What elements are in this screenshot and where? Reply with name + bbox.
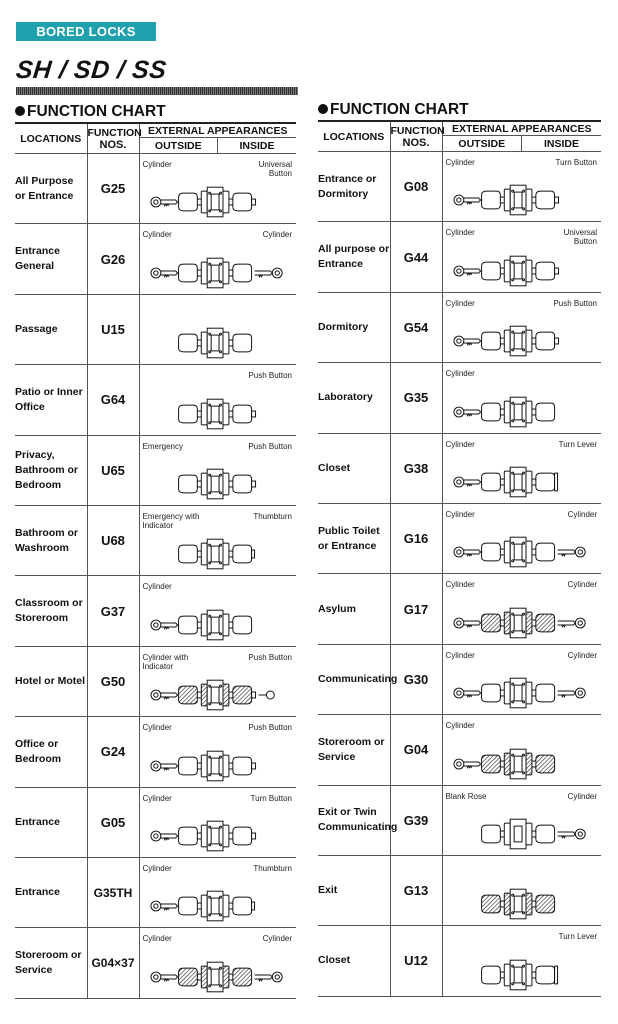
lock-diagram bbox=[148, 537, 296, 571]
lock-diagram bbox=[451, 324, 599, 358]
function-nos-header bbox=[390, 121, 445, 152]
chart-title-text: FUNCTION CHART bbox=[27, 103, 166, 120]
function-row bbox=[15, 365, 296, 435]
function-row bbox=[15, 928, 296, 998]
outside-label: Cylinder bbox=[142, 793, 172, 803]
inside-label: Cylinder bbox=[567, 650, 597, 660]
function-chart-left bbox=[15, 103, 296, 999]
outside-label: Cylinder bbox=[445, 228, 475, 238]
inside-label: Push Button bbox=[248, 723, 292, 733]
location-cell: Exit bbox=[318, 855, 390, 925]
table-bottom-rule bbox=[15, 998, 296, 999]
inside-label: Push Button bbox=[553, 298, 597, 308]
inside-label: Thumbturn bbox=[253, 511, 292, 521]
function-row bbox=[15, 154, 296, 224]
location-cell: Public Toilet or Entrance bbox=[318, 503, 390, 573]
function-row bbox=[318, 926, 601, 996]
lock-diagram bbox=[148, 960, 296, 994]
series-title: SH / SD / SS bbox=[14, 56, 169, 84]
appearance-cell bbox=[442, 363, 601, 433]
location-cell: Storeroom or Service bbox=[15, 928, 87, 998]
external-appearances-header: EXTERNAL APPEARANCES bbox=[139, 123, 296, 138]
function-number-cell: G37 bbox=[87, 576, 139, 646]
nos-header-line: NOS. bbox=[99, 138, 127, 151]
lock-diagram bbox=[148, 397, 296, 431]
inside-label: Cylinder bbox=[567, 509, 597, 519]
function-header-line: FUNCTION bbox=[390, 124, 445, 137]
appearance-cell bbox=[139, 435, 296, 505]
location-cell: Office or Bedroom bbox=[15, 717, 87, 787]
outside-label: Cylinder bbox=[445, 650, 475, 660]
function-row bbox=[15, 435, 296, 505]
function-row bbox=[15, 717, 296, 787]
function-number-cell: G25 bbox=[87, 154, 139, 224]
appearance-cell bbox=[139, 646, 296, 716]
outside-label: Cylinder bbox=[142, 863, 172, 873]
function-table bbox=[15, 122, 296, 999]
inside-label: Thumbturn bbox=[253, 863, 292, 873]
lock-diagram bbox=[148, 749, 296, 783]
appearance-cell bbox=[139, 787, 296, 857]
inside-label: Push Button bbox=[248, 441, 292, 451]
location-cell: Storeroom or Service bbox=[318, 715, 390, 785]
appearance-cell bbox=[442, 503, 601, 573]
appearance-cell bbox=[442, 574, 601, 644]
table-bottom-rule bbox=[318, 996, 601, 997]
function-number-cell: G05 bbox=[87, 787, 139, 857]
outside-label: Cylinder bbox=[445, 439, 475, 449]
lock-diagram bbox=[148, 467, 296, 501]
lock-diagram bbox=[451, 817, 599, 851]
function-row bbox=[318, 222, 601, 292]
function-row bbox=[318, 785, 601, 855]
lock-diagram bbox=[148, 819, 296, 853]
function-number-cell: G54 bbox=[390, 292, 442, 362]
outside-label: Cylinder bbox=[445, 580, 475, 590]
inside-label: Cylinder bbox=[567, 580, 597, 590]
outside-header: OUTSIDE bbox=[442, 136, 522, 152]
outside-label: Cylinder bbox=[142, 934, 172, 944]
inside-label: Turn Button bbox=[555, 158, 597, 167]
function-number-cell: G35 bbox=[390, 363, 442, 433]
lock-diagram bbox=[451, 747, 599, 781]
nos-header-line: NOS. bbox=[402, 136, 430, 149]
inside-label: Turn Lever bbox=[558, 439, 597, 449]
lock-diagram bbox=[451, 395, 599, 429]
outside-label: Cylinder bbox=[445, 369, 475, 379]
location-cell: All Purpose or Entrance bbox=[15, 154, 87, 224]
outside-header: OUTSIDE bbox=[139, 138, 218, 154]
appearance-cell bbox=[442, 292, 601, 362]
outside-label: Emergency with Indicator bbox=[142, 511, 200, 530]
outside-label: Cylinder bbox=[142, 230, 172, 240]
lock-diagram bbox=[451, 958, 599, 992]
location-cell: Communicating bbox=[318, 644, 390, 714]
appearance-cell bbox=[139, 857, 296, 927]
outside-label: Cylinder bbox=[445, 298, 475, 308]
outside-label: Cylinder bbox=[445, 509, 475, 519]
appearance-cell bbox=[139, 576, 296, 646]
location-cell: Laboratory bbox=[318, 363, 390, 433]
function-number-cell: G26 bbox=[87, 224, 139, 294]
appearance-cell bbox=[139, 224, 296, 294]
location-cell: Classroom or Storeroom bbox=[15, 576, 87, 646]
appearance-cell bbox=[139, 365, 296, 435]
lock-diagram bbox=[148, 326, 296, 360]
inside-label: Universal Button bbox=[563, 228, 597, 247]
function-number-cell: G35TH bbox=[87, 857, 139, 927]
function-number-cell: G04×37 bbox=[87, 928, 139, 998]
function-number-cell: G08 bbox=[390, 152, 442, 222]
function-row bbox=[318, 433, 601, 503]
lock-diagram bbox=[148, 889, 296, 923]
function-row bbox=[15, 505, 296, 575]
title-rule bbox=[16, 87, 298, 95]
function-number-cell: G17 bbox=[390, 574, 442, 644]
appearance-cell bbox=[139, 154, 296, 224]
inside-label: Push Button bbox=[248, 652, 292, 662]
lock-diagram bbox=[148, 256, 296, 290]
appearance-cell bbox=[442, 855, 601, 925]
location-cell: Exit or Twin Communicating bbox=[318, 785, 390, 855]
function-number-cell: U12 bbox=[390, 926, 442, 996]
lock-diagram bbox=[148, 608, 296, 642]
inside-header: INSIDE bbox=[239, 139, 275, 152]
function-number-cell: G50 bbox=[87, 646, 139, 716]
lock-diagram bbox=[451, 887, 599, 921]
function-number-cell: G44 bbox=[390, 222, 442, 292]
function-table bbox=[318, 120, 601, 997]
lock-diagram bbox=[451, 535, 599, 569]
appearance-cell bbox=[442, 715, 601, 785]
inside-label: Cylinder bbox=[262, 934, 292, 944]
function-number-cell: G38 bbox=[390, 433, 442, 503]
appearance-cell bbox=[442, 222, 601, 292]
function-row bbox=[318, 363, 601, 433]
function-row bbox=[15, 224, 296, 294]
locations-header: LOCATIONS bbox=[15, 123, 87, 154]
location-cell: Closet bbox=[318, 433, 390, 503]
function-row bbox=[318, 644, 601, 714]
function-number-cell: U68 bbox=[87, 505, 139, 575]
function-header-line: FUNCTION bbox=[87, 126, 142, 139]
location-cell: Bathroom or Washroom bbox=[15, 505, 87, 575]
location-cell: Closet bbox=[318, 926, 390, 996]
lock-diagram bbox=[451, 254, 599, 288]
outside-label: Cylinder with Indicator bbox=[142, 652, 189, 671]
lock-diagram bbox=[451, 676, 599, 710]
function-row bbox=[15, 787, 296, 857]
appearance-cell bbox=[139, 294, 296, 364]
inside-label: Turn Lever bbox=[558, 932, 597, 942]
inside-label: Turn Button bbox=[250, 793, 292, 803]
function-row bbox=[318, 715, 601, 785]
function-number-cell: G30 bbox=[390, 644, 442, 714]
function-row bbox=[15, 646, 296, 716]
lock-diagram bbox=[148, 185, 296, 219]
chart-title-text: FUNCTION CHART bbox=[330, 101, 469, 118]
function-row bbox=[15, 294, 296, 364]
inside-label: Push Button bbox=[248, 371, 292, 381]
function-chart-title bbox=[318, 101, 601, 119]
appearance-cell bbox=[442, 926, 601, 996]
locations-header: LOCATIONS bbox=[318, 121, 390, 152]
outside-label: Cylinder bbox=[142, 160, 172, 169]
function-nos-header bbox=[87, 123, 142, 154]
section-tag: BORED LOCKS bbox=[16, 22, 156, 41]
function-number-cell: G04 bbox=[390, 715, 442, 785]
outside-label: Cylinder bbox=[445, 158, 475, 167]
outside-label: Cylinder bbox=[142, 582, 172, 592]
function-row bbox=[15, 576, 296, 646]
location-cell: Patio or Inner Office bbox=[15, 365, 87, 435]
function-number-cell: G64 bbox=[87, 365, 139, 435]
inside-label: Cylinder bbox=[262, 230, 292, 240]
outside-label: Emergency bbox=[142, 441, 183, 451]
outside-label: Blank Rose bbox=[445, 791, 487, 801]
location-cell: All purpose or Entrance bbox=[318, 222, 390, 292]
function-row bbox=[318, 503, 601, 573]
lock-diagram bbox=[451, 465, 599, 499]
appearance-cell bbox=[442, 152, 601, 222]
function-chart-title bbox=[15, 103, 296, 121]
location-cell: Entrance or Dormitory bbox=[318, 152, 390, 222]
location-cell: Entrance bbox=[15, 857, 87, 927]
external-appearances-header: EXTERNAL APPEARANCES bbox=[442, 121, 601, 136]
inside-label: Cylinder bbox=[567, 791, 597, 801]
appearance-cell bbox=[139, 928, 296, 998]
function-number-cell: G16 bbox=[390, 503, 442, 573]
location-cell: Entrance bbox=[15, 787, 87, 857]
function-number-cell: U65 bbox=[87, 435, 139, 505]
lock-diagram bbox=[148, 678, 296, 712]
function-number-cell: G39 bbox=[390, 785, 442, 855]
appearance-cell bbox=[442, 785, 601, 855]
appearance-cell bbox=[442, 433, 601, 503]
function-row bbox=[318, 855, 601, 925]
appearance-cell bbox=[139, 505, 296, 575]
inside-label: Universal Button bbox=[258, 160, 292, 178]
appearance-cell bbox=[442, 644, 601, 714]
outside-label: Cylinder bbox=[445, 721, 475, 731]
function-row bbox=[318, 152, 601, 222]
location-cell: Dormitory bbox=[318, 292, 390, 362]
location-cell: Hotel or Motel bbox=[15, 646, 87, 716]
function-number-cell: U15 bbox=[87, 294, 139, 364]
function-row bbox=[318, 574, 601, 644]
function-row bbox=[318, 292, 601, 362]
appearance-cell bbox=[139, 717, 296, 787]
function-row bbox=[15, 857, 296, 927]
location-cell: Entrance General bbox=[15, 224, 87, 294]
bullet-icon bbox=[15, 106, 25, 116]
bullet-icon bbox=[318, 104, 328, 114]
lock-diagram bbox=[451, 183, 599, 217]
location-cell: Privacy, Bathroom or Bedroom bbox=[15, 435, 87, 505]
location-cell: Passage bbox=[15, 294, 87, 364]
function-chart-right bbox=[318, 101, 601, 997]
outside-label: Cylinder bbox=[142, 723, 172, 733]
inside-header: INSIDE bbox=[543, 137, 579, 150]
lock-diagram bbox=[451, 606, 599, 640]
location-cell: Asylum bbox=[318, 574, 390, 644]
function-number-cell: G24 bbox=[87, 717, 139, 787]
function-number-cell: G13 bbox=[390, 855, 442, 925]
